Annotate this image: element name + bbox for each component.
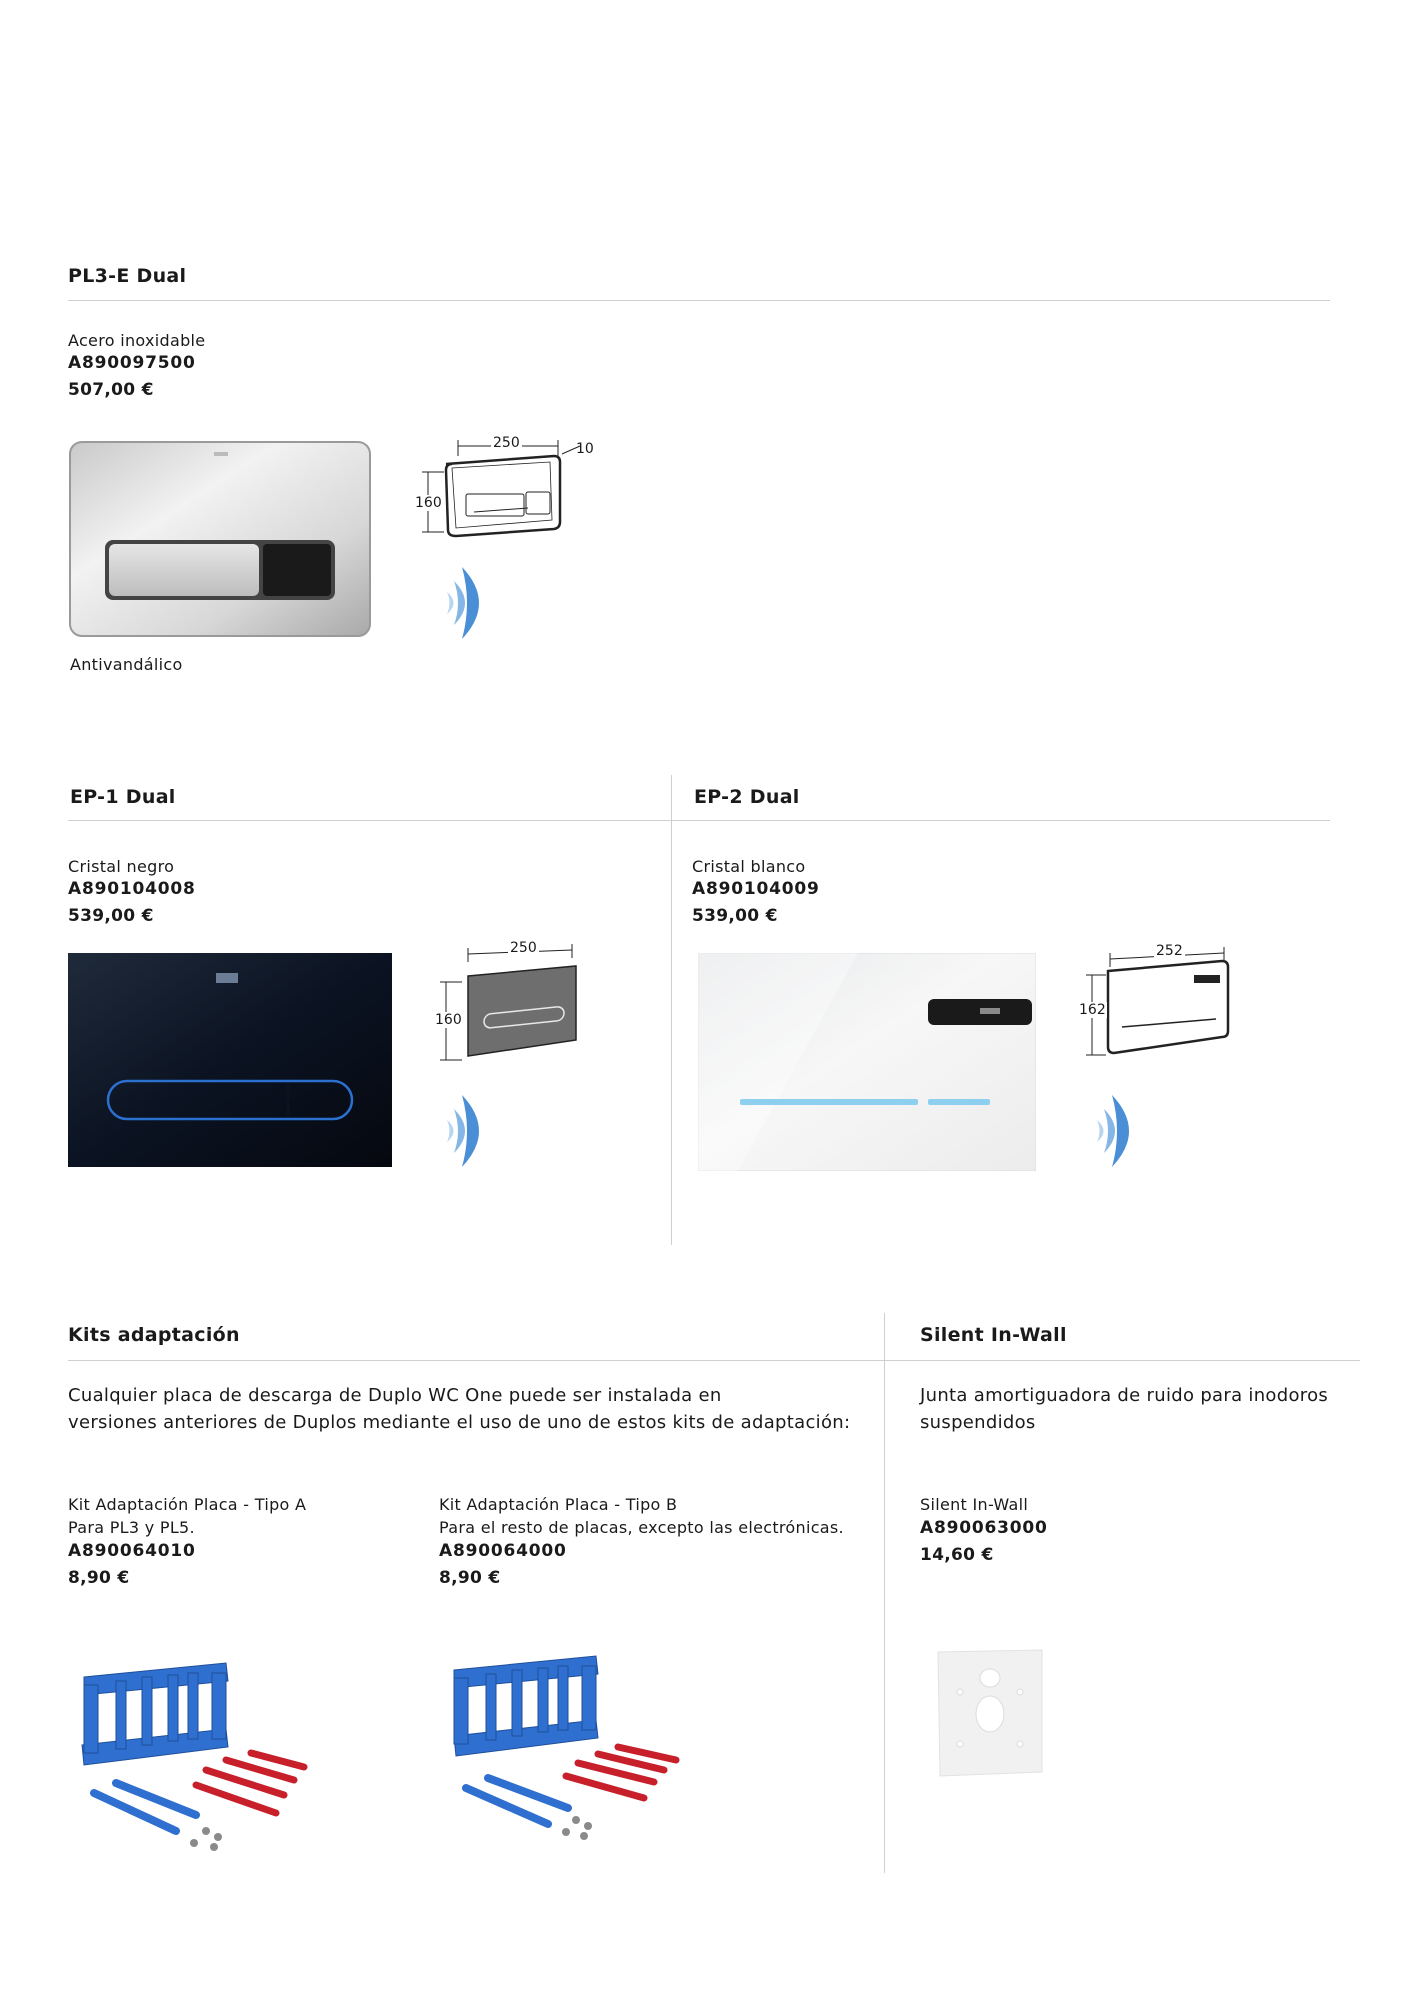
ep1-plate-image [68, 953, 392, 1167]
section-title-silent: Silent In-Wall [920, 1324, 1067, 1346]
sensor-wave-icon [438, 1093, 486, 1169]
pl3-plate-image [68, 440, 374, 640]
feature-label: Antivandálico [70, 655, 183, 674]
product-code: A890064010 [68, 1541, 196, 1561]
intro-text-line: Junta amortiguadora de ruido para inodoros [920, 1385, 1329, 1406]
dimension-width: 252 [1156, 943, 1183, 959]
product-note: Para PL3 y PL5. [68, 1518, 195, 1537]
column-divider [884, 1313, 885, 1873]
silent-gasket-image [936, 1648, 1046, 1780]
product-price: 8,90 € [439, 1568, 501, 1588]
section-title-ep1: EP-1 Dual [70, 786, 176, 808]
product-description: Acero inoxidable [68, 331, 206, 350]
product-code: A890064000 [439, 1541, 567, 1561]
divider [68, 1360, 1360, 1361]
product-name: Kit Adaptación Placa - Tipo A [68, 1495, 307, 1514]
section-title-kits: Kits adaptación [68, 1324, 240, 1346]
product-description: Cristal negro [68, 857, 175, 876]
product-price: 539,00 € [68, 906, 154, 926]
product-description: Cristal blanco [692, 857, 806, 876]
dimension-width: 250 [510, 940, 537, 956]
intro-text-line: versiones anteriores de Duplos mediante el uso de uno de estos kits de adaptación: [68, 1412, 851, 1433]
product-code: A890104009 [692, 879, 820, 899]
dimension-width: 250 [493, 435, 520, 451]
kit-a-image [76, 1655, 316, 1855]
product-code: A890104008 [68, 879, 196, 899]
column-divider [671, 775, 672, 1245]
intro-text-line: suspendidos [920, 1412, 1036, 1433]
section-title-pl3: PL3-E Dual [68, 265, 187, 287]
dimension-drawing [432, 940, 582, 1064]
product-price: 14,60 € [920, 1545, 994, 1565]
product-price: 539,00 € [692, 906, 778, 926]
dimension-drawing [1079, 943, 1232, 1063]
sensor-wave-icon [1088, 1093, 1136, 1169]
intro-text-line: Cualquier placa de descarga de Duplo WC One puede ser instalada en [68, 1385, 722, 1406]
kit-b-image [448, 1648, 688, 1848]
product-note: Para el resto de placas, excepto las electrónicas. [439, 1518, 844, 1537]
divider [68, 820, 1330, 821]
dimension-height: 160 [435, 1012, 462, 1028]
product-price: 507,00 € [68, 380, 154, 400]
section-title-ep2: EP-2 Dual [694, 786, 800, 808]
product-code: A890063000 [920, 1518, 1048, 1538]
dimension-height: 160 [415, 495, 442, 511]
dimension-height: 162 [1079, 1002, 1106, 1018]
dimension-drawing [415, 432, 598, 542]
product-name: Kit Adaptación Placa - Tipo B [439, 1495, 678, 1514]
divider [68, 300, 1330, 301]
product-price: 8,90 € [68, 1568, 130, 1588]
sensor-wave-icon [438, 565, 486, 641]
ep2-plate-image [698, 953, 1036, 1171]
product-code: A890097500 [68, 353, 196, 373]
product-name: Silent In-Wall [920, 1495, 1029, 1514]
dimension-depth: 10 [576, 441, 594, 457]
